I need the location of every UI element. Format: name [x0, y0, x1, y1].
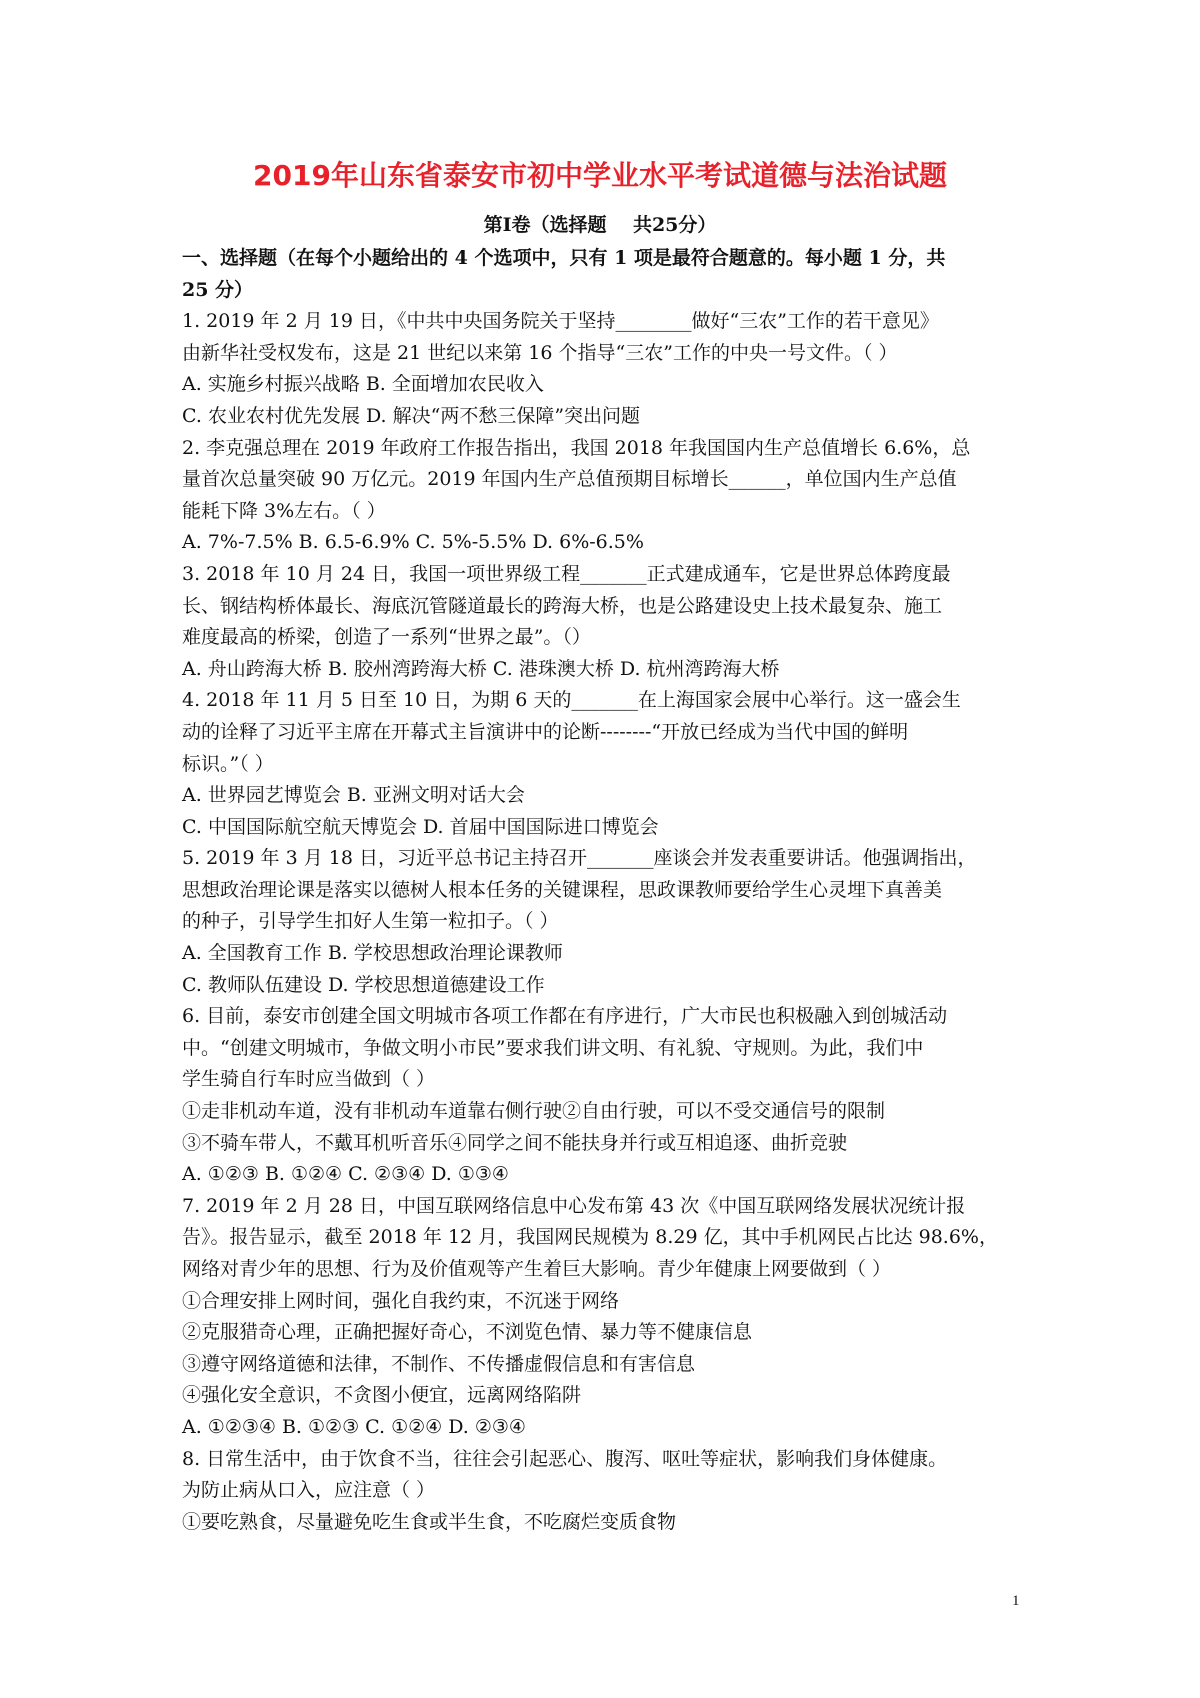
- text-line: A. 全国教育工作 B. 学校思想政治理论课教师: [182, 942, 563, 965]
- text-line: 1. 2019 年 2 月 19 日，《中共中央国务院关于坚持________做好“三农”工作的若干意见》: [182, 310, 939, 333]
- text-line: 长、钢结构桥体最长、海底沉管隧道最长的跨海大桥，也是公路建设史上技术最复杂、施工: [182, 594, 943, 617]
- text-line: 2. 李克强总理在 2019 年政府工作报告指出，我国 2018 年我国国内生产总值增长 6.6%，总: [182, 436, 971, 459]
- text-line: ②克服猎奇心理，正确把握好奇心，不浏览色情、暴力等不健康信息: [182, 1321, 753, 1344]
- text-line: 的种子，引导学生扣好人生第一粒扣子。（ ）: [182, 910, 559, 933]
- text-line: A. ①②③ B. ①②④ C. ②③④ D. ①③④: [182, 1163, 509, 1186]
- text-line: ③不骑车带人，不戴耳机听音乐④同学之间不能扶身并行或互相追逐、曲折竞驶: [182, 1131, 848, 1154]
- section-heading-line: 25 分）: [182, 278, 254, 301]
- text-line: ①走非机动车道，没有非机动车道靠右侧行驶②自由行驶，可以不受交通信号的限制: [182, 1100, 886, 1123]
- text-line: A. ①②③④ B. ①②③ C. ①②④ D. ②③④: [182, 1415, 526, 1438]
- text-line: 能耗下降 3%左右。（ ）: [182, 499, 386, 522]
- section-subtitle: 第Ⅰ卷（选择题 共25分）: [483, 214, 717, 236]
- text-line: 难度最高的桥梁，创造了一系列“世界之最”。（）: [182, 626, 591, 649]
- text-line: ④强化安全意识，不贪图小便宜，远离网络陷阱: [182, 1384, 582, 1407]
- text-line: 告》。报告显示，截至 2018 年 12 月，我国网民规模为 8.29 亿，其中手机网民占比达 98.6%，: [182, 1226, 998, 1249]
- text-line: C. 中国国际航空航天博览会 D. 首届中国国际进口博览会: [182, 815, 659, 838]
- text-line: 标识。”（ ）: [182, 752, 274, 775]
- text-line: 网络对青少年的思想、行为及价值观等产生着巨大影响。青少年健康上网要做到（ ）: [182, 1258, 892, 1280]
- text-line: ③遵守网络道德和法律，不制作、不传播虚假信息和有害信息: [182, 1352, 696, 1375]
- text-line: A. 实施乡村振兴战略 B. 全面增加农民收入: [182, 373, 544, 396]
- text-line: A. 舟山跨海大桥 B. 胶州湾跨海大桥 C. 港珠澳大桥 D. 杭州湾跨海大桥: [182, 657, 780, 680]
- text-line: 7. 2019 年 2 月 28 日，中国互联网络信息中心发布第 43 次《中国互联网络发展状况统计报: [182, 1194, 966, 1217]
- text-line: C. 教师队伍建设 D. 学校思想道德建设工作: [182, 973, 545, 996]
- text-line: 8. 日常生活中，由于饮食不当，往往会引起恶心、腹泻、呕吐等症状，影响我们身体健康。: [182, 1447, 948, 1470]
- page-number: 1: [1012, 1593, 1020, 1609]
- exam-body: [182, 243, 1022, 1538]
- text-line: 量首次总量突破 90 万亿元。2019 年国内生产总值预期目标增长______，单位国内生产总值: [182, 468, 957, 491]
- section-heading-line: 一、选择题（在每个小题给出的 4 个选项中，只有 1 项是最符合题意的。每小题 1 分，共: [182, 247, 946, 269]
- text-line: 为防止病从口入，应注意（ ）: [182, 1479, 436, 1502]
- text-line: 学生骑自行车时应当做到（ ）: [182, 1068, 436, 1091]
- question-list: [182, 306, 1022, 1538]
- text-line: 3. 2018 年 10 月 24 日，我国一项世界级工程_______正式建成通车，它是世界总体跨度最: [182, 562, 951, 585]
- text-line: ①要吃熟食，尽量避免吃生食或半生食，不吃腐烂变质食物: [182, 1510, 677, 1533]
- text-line: C. 农业农村优先发展 D. 解决“两不愁三保障”突出问题: [182, 404, 641, 427]
- text-line: A. 世界园艺博览会 B. 亚洲文明对话大会: [182, 784, 525, 807]
- text-line: 由新华社受权发布，这是 21 世纪以来第 16 个指导“三农”工作的中央一号文件。（ ）: [182, 341, 898, 364]
- section-heading: [182, 243, 1022, 306]
- page-title: 2019年山东省泰安市初中学业水平考试道德与法治试题: [253, 159, 947, 192]
- text-line: 动的诠释了习近平主席在开幕式主旨演讲中的论断--------“开放已经成为当代中国的鲜明: [182, 720, 909, 743]
- text-line: 中。“创建文明城市，争做文明小市民”要求我们讲文明、有礼貌、守规则。为此，我们中: [182, 1036, 924, 1059]
- text-line: ①合理安排上网时间，强化自我约束，不沉迷于网络: [182, 1289, 620, 1312]
- text-line: 思想政治理论课是落实以德树人根本任务的关键课程，思政课教师要给学生心灵埋下真善美: [182, 878, 943, 901]
- text-line: 4. 2018 年 11 月 5 日至 10 日，为期 6 天的_______在上海国家会展中心举行。这一盛会生: [182, 689, 961, 712]
- text-line: 6. 目前，泰安市创建全国文明城市各项工作都在有序进行，广大市民也积极融入到创城活动: [182, 1005, 948, 1028]
- text-line: 5. 2019 年 3 月 18 日，习近平总书记主持召开_______座谈会并发表重要讲话。他强调指出，: [182, 847, 977, 870]
- text-line: A. 7%-7.5% B. 6.5-6.9% C. 5%-5.5% D. 6%-6.5%: [182, 531, 644, 554]
